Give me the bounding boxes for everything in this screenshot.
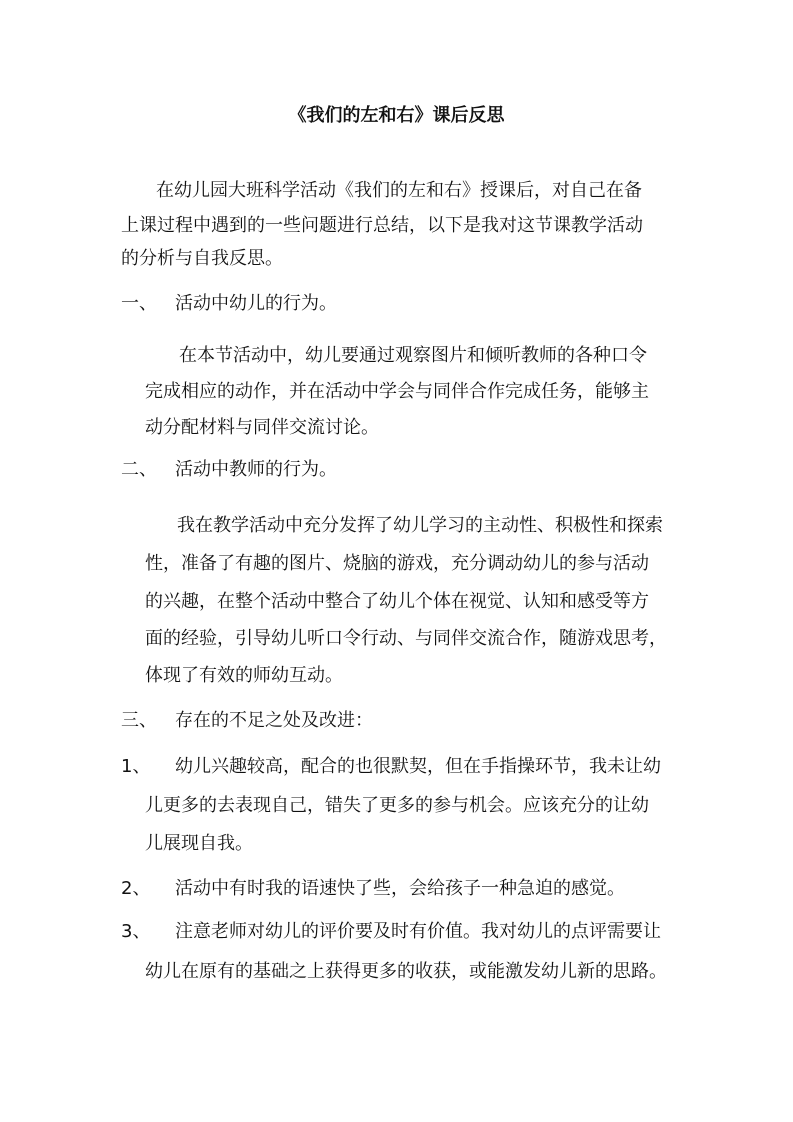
section2-body-line-3: 的兴趣，在整个活动中整合了幼儿个体在视觉、认知和感受等方 (145, 591, 649, 612)
intro-line-1: 在幼儿园大班科学活动《我们的左和右》授课后，对自己在备 (156, 180, 642, 201)
section2-body-line-5: 体现了有效的师幼互动。 (145, 665, 343, 686)
intro-line-3: 的分析与自我反思。 (121, 248, 283, 269)
item3-line-1: 注意老师对幼儿的评价要及时有价值。我对幼儿的点评需要让 (175, 921, 661, 942)
document-title: 《我们的左和右》课后反思 (288, 105, 505, 126)
section3-number: 三、 (121, 710, 157, 731)
section2-number: 二、 (121, 459, 157, 480)
section1-body-line-3: 动分配材料与同伴交流讨论。 (145, 417, 379, 438)
section2-body-line-2: 性，准备了有趣的图片、烧脑的游戏，充分调动幼儿的参与活动 (145, 553, 649, 574)
section1-number: 一、 (121, 293, 157, 314)
section2-body-line-1: 我在教学活动中充分发挥了幼儿学习的主动性、积极性和探索 (177, 515, 663, 536)
item3-number: 3、 (121, 921, 151, 942)
section1-body-line-2: 完成相应的动作，并在活动中学会与同伴合作完成任务，能够主 (145, 381, 649, 402)
item3-line-2: 幼儿在原有的基础之上获得更多的收获，或能激发幼儿新的思路。 (145, 961, 667, 982)
section2-body-line-4: 面的经验，引导幼儿听口令行动、与同伴交流合作，随游戏思考， (145, 628, 667, 649)
section1-body-line-1: 在本节活动中，幼儿要通过观察图片和倾听教师的各种口令 (179, 345, 647, 366)
item1-number: 1、 (121, 756, 151, 777)
item1-line-3: 儿展现自我。 (145, 833, 253, 854)
item2-number: 2、 (121, 878, 151, 899)
intro-line-2: 上课过程中遇到的一些问题进行总结，以下是我对这节课教学活动 (121, 215, 643, 236)
section1-heading: 活动中幼儿的行为。 (175, 293, 337, 314)
section3-heading: 存在的不足之处及改进： (175, 710, 373, 731)
item1-line-2: 儿更多的去表现自己，错失了更多的参与机会。应该充分的让幼 (145, 795, 649, 816)
section2-heading: 活动中教师的行为。 (175, 459, 337, 480)
item1-line-1: 幼儿兴趣较高，配合的也很默契，但在手指操环节，我未让幼 (175, 756, 661, 777)
item2-line-1: 活动中有时我的语速快了些，会给孩子一种急迫的感觉。 (175, 878, 625, 899)
